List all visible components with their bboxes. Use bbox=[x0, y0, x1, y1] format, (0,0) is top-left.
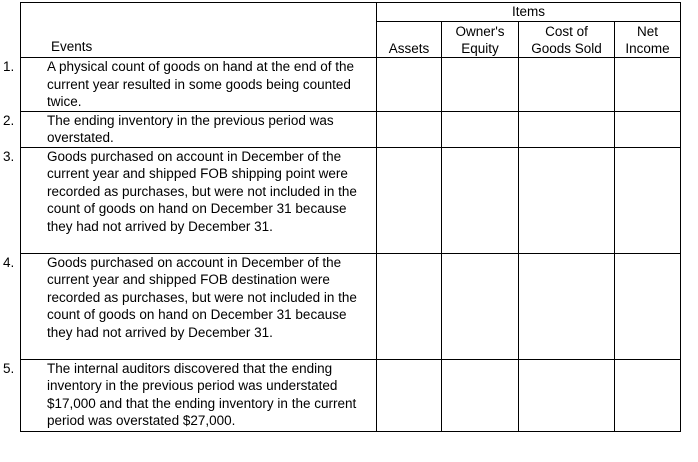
assets-cell[interactable] bbox=[377, 253, 442, 359]
items-header: Items bbox=[377, 3, 681, 22]
event-cell bbox=[3, 111, 377, 147]
event-description: The ending inventory in the previous period was overstated. bbox=[47, 112, 334, 145]
net-income-cell[interactable] bbox=[615, 359, 681, 431]
owners-equity-cell[interactable] bbox=[442, 58, 519, 112]
event-number: 1. bbox=[3, 59, 15, 74]
event-number: 3. bbox=[3, 148, 15, 164]
owners-equity-header-line2: Equity bbox=[461, 41, 499, 56]
assets-cell[interactable] bbox=[377, 359, 442, 431]
event-number: 4. bbox=[3, 254, 15, 270]
table-row bbox=[21, 147, 681, 253]
net-income-cell[interactable] bbox=[615, 253, 681, 359]
cost-of-goods-sold-cell[interactable] bbox=[519, 359, 615, 431]
cogs-header-line2: Goods Sold bbox=[531, 41, 602, 56]
net-income-header bbox=[615, 22, 681, 58]
cost-of-goods-sold-cell[interactable] bbox=[519, 253, 615, 359]
event-text bbox=[3, 360, 376, 430]
owners-equity-cell[interactable] bbox=[442, 147, 519, 253]
event-cell bbox=[3, 253, 377, 359]
owners-equity-cell[interactable] bbox=[442, 253, 519, 359]
cost-of-goods-sold-cell[interactable] bbox=[519, 147, 615, 253]
header-row-top bbox=[21, 3, 681, 22]
owners-equity-header-line1: Owner's bbox=[455, 24, 505, 39]
event-text bbox=[3, 112, 376, 147]
table-row bbox=[21, 253, 681, 359]
owners-equity-header bbox=[442, 22, 519, 58]
assets-cell[interactable] bbox=[377, 147, 442, 253]
event-text bbox=[3, 254, 376, 342]
cost-of-goods-sold-cell[interactable] bbox=[519, 111, 615, 147]
cost-of-goods-sold-cell[interactable] bbox=[519, 58, 615, 112]
event-text bbox=[3, 148, 376, 236]
event-cell bbox=[3, 58, 377, 112]
event-description: A physical count of goods on hand at the end of the current year resulted in some goods being counted twice. bbox=[47, 59, 354, 109]
net-income-header-line1: Net bbox=[636, 24, 658, 39]
inventory-errors-table bbox=[3, 2, 681, 432]
table-row bbox=[21, 359, 681, 431]
owners-equity-cell[interactable] bbox=[442, 111, 519, 147]
event-description: The internal auditors discovered that the ending inventory in the previous period was understated $17,000 and that the ending inventory in the current period was overstated $27,000. bbox=[47, 360, 357, 428]
assets-cell[interactable] bbox=[377, 58, 442, 112]
event-number: 5. bbox=[3, 360, 15, 376]
owners-equity-cell[interactable] bbox=[442, 359, 519, 431]
events-header: Events bbox=[51, 38, 93, 54]
net-income-header-line2: Income bbox=[625, 41, 670, 56]
events-header-cell bbox=[21, 3, 377, 58]
event-description: Goods purchased on account in December of the current year and shipped FOB shipping point were recorded as purchases, but were not included in the count of goods on hand on December 31 because they had not arrived by December 31. bbox=[47, 148, 357, 234]
assets-header bbox=[377, 22, 442, 58]
table-row bbox=[21, 58, 681, 112]
cost-of-goods-sold-header bbox=[519, 22, 615, 58]
net-income-cell[interactable] bbox=[615, 147, 681, 253]
assets-header-label: Assets bbox=[388, 41, 430, 56]
net-income-cell[interactable] bbox=[615, 58, 681, 112]
net-income-cell[interactable] bbox=[615, 111, 681, 147]
event-description: Goods purchased on account in December of the current year and shipped FOB destination were recorded as purchases, but were not included in the count of goods on hand on December 31 because they had not arrived by December 31. bbox=[47, 254, 357, 340]
event-cell bbox=[3, 359, 377, 431]
table-row bbox=[21, 111, 681, 147]
event-cell bbox=[3, 147, 377, 253]
event-number: 2. bbox=[3, 112, 15, 128]
assets-cell[interactable] bbox=[377, 111, 442, 147]
event-text bbox=[3, 58, 376, 111]
cogs-header-line1: Cost of bbox=[545, 24, 588, 39]
